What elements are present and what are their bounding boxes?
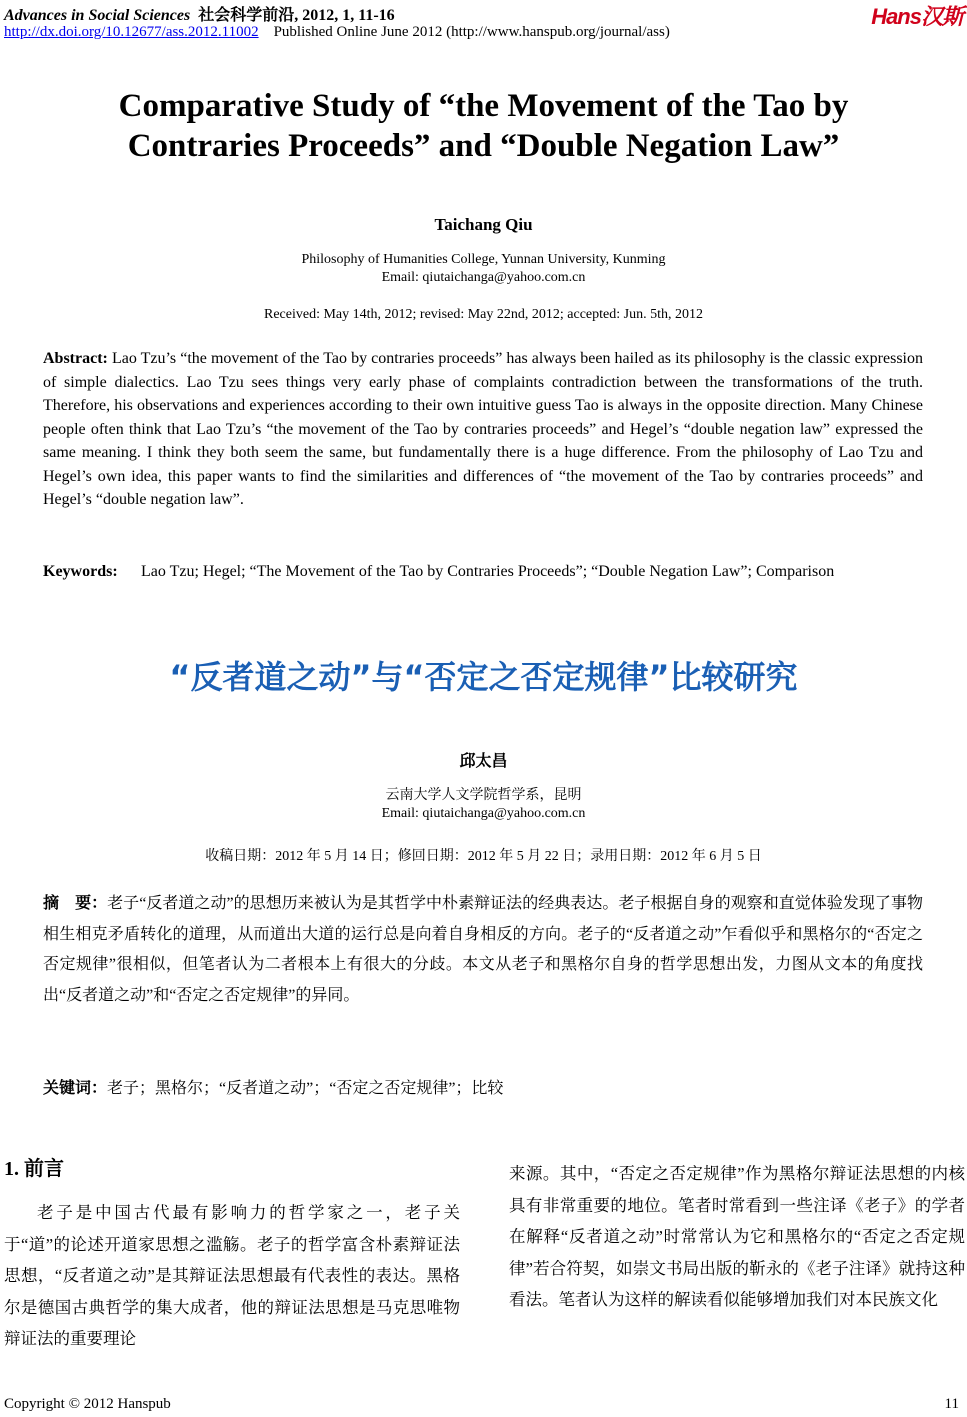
cn-author: 邱太昌 <box>459 753 508 770</box>
affiliation: Philosophy of Humanities College, Yunnan University, Kunming Email: qiutaichanga@yahoo.com.cn <box>301 252 666 285</box>
page-number: 11 <box>944 1396 959 1412</box>
copyright: Copyright © 2012 Hanspub <box>4 1396 171 1412</box>
doi-link[interactable]: http://dx.doi.org/10.12677/ass.2012.11002 <box>4 24 259 40</box>
paper-title: Comparative Study of “the Movement of the Tao by Contraries Proceeds” and “Double Negation Law” <box>118 88 849 164</box>
hans-logo: Hans汉斯 <box>871 4 963 29</box>
cn-dates: 收稿日期：2012 年 5 月 14 日；修回日期：2012 年 5 月 22 日；录用日期：2012 年 6 月 5 日 <box>205 849 762 864</box>
author: Taichang Qiu <box>434 215 533 234</box>
left-column-text: 老子是中国古代最有影响力的哲学家之一，老子关于“道”的论述开道家思想之滥觞。老子的哲学富含朴素辩证法思想，“反者道之动”是其辩证法思想最有代表性的表达。黑格尔是德国古典哲学的集大成者，他的辩证法思想是马克思唯物辩证法的重要理论 <box>4 1203 460 1348</box>
section-heading: 1. 前言 <box>4 1158 64 1180</box>
right-column-text: 来源。其中，“否定之否定规律”作为黑格尔辩证法思想的内核具有非常重要的地位。笔者时常看到一些注译《老子》的学者在解释“反者道之动”时常常认为它和黑格尔的“否定之否定规律”若合符契，如崇文书局出版的靳永的《老子注译》就持这种看法。笔者认为这样的解读看似能够增加我们对本民族文化 <box>509 1164 965 1309</box>
cn-keywords: 关键词：老子；黑格尔；“反者道之动”；“否定之否定规律”；比较 <box>43 1078 504 1097</box>
doi-line: http://dx.doi.org/10.12677/ass.2012.11002 Published Online June 2012 (http://www.hanspub.org/journal/ass) <box>4 24 670 40</box>
dates: Received: May 14th, 2012; revised: May 22nd, 2012; accepted: Jun. 5th, 2012 <box>264 307 703 322</box>
cn-title: “反者道之动”与“否定之否定规律”比较研究 <box>169 658 798 696</box>
keywords: Keywords: Lao Tzu; Hegel; “The Movement of the Tao by Contraries Proceeds”; “Double Negation Law”; Comparison <box>43 563 835 580</box>
abstract: Abstract: Lao Tzu’s “the movement of the Tao by contraries proceeds” has always been hailed as its philosophy is the classic expression of simple dialectics. Lao Tzu sees things very early phase of complaints contradiction between the transformations of the truth. Therefore, his observations and experiences according to their own intuitive guess Tao is always in the opposite direction. Many Chinese people often think that Lao Tzu’s “the movement of the Tao by contraries proceeds” and Hegel’s “double negation law” expressed the same meaning. I think they both seem the same, but fundamentally there is a huge difference. From the philosophy of Lao Tzu and Hegel’s own idea, this paper wants to find the similarities and differences of “the movement of the Tao by contraries proceeds” and Hegel’s “double negation law”. <box>43 350 923 508</box>
cn-abstract: 摘 要：老子“反者道之动”的思想历来被认为是其哲学中朴素辩证法的经典表达。老子根据自身的观察和直觉体验发现了事物相生相克矛盾转化的道理，从而道出大道的运行总是向着自身相反的方向。老子的“反者道之动”乍看似乎和黑格尔的“否定之否定规律”很相似，但笔者认为二者根本上有很大的分歧。本文从老子和黑格尔自身的哲学思想出发，力图从文本的角度找出“反者道之动”和“否定之否定规律”的异同。 <box>43 893 923 1004</box>
cn-affiliation: 云南大学人文学院哲学系，昆明 Email: qiutaichanga@yahoo.com.cn <box>381 788 586 821</box>
journal-header: Advances in Social Sciences 社会科学前沿, 2012, 1, 11-16 <box>4 7 395 24</box>
